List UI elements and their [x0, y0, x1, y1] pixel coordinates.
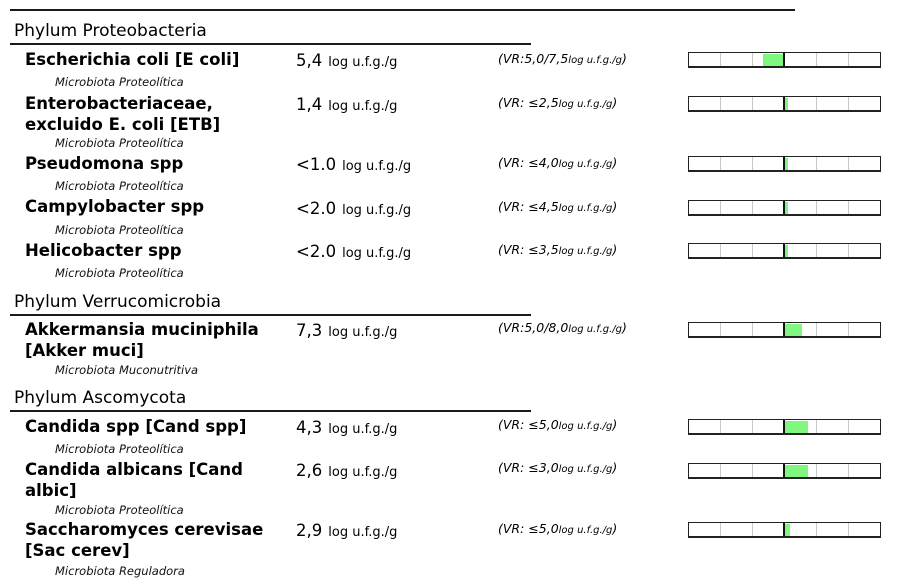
organism-category: Microbiota Reguladora	[55, 564, 185, 578]
phylum-heading-verrucomicrobia: Phylum Verrucomicrobia	[14, 292, 222, 312]
level-bar	[688, 52, 881, 68]
organism-value: 2,6 log u.f.g./g	[296, 461, 398, 480]
organism-category: Microbiota Proteolítica	[55, 75, 184, 89]
reference-range: (VR: ≤4,0log u.f.g./g)	[498, 155, 618, 170]
organism-name: Escherichia coli [E coli]	[25, 50, 240, 69]
organism-category: Microbiota Proteolítica	[55, 266, 184, 280]
organism-value: <2.0 log u.f.g./g	[296, 242, 412, 261]
reference-range: (VR: ≤5,0log u.f.g./g)	[498, 521, 618, 536]
organism-name: Candida albicans [Cand albic]	[25, 460, 243, 500]
organism-value: 7,3 log u.f.g./g	[296, 321, 398, 340]
organism-category: Microbiota Proteolítica	[55, 223, 184, 237]
level-bar	[688, 322, 881, 338]
phylum-heading-ascomycota: Phylum Ascomycota	[14, 388, 187, 408]
organism-category: Microbiota Proteolítica	[55, 179, 184, 193]
reference-range: (VR:5,0/8,0log u.f.g./g)	[498, 320, 627, 335]
reference-range: (VR: ≤5,0log u.f.g./g)	[498, 417, 618, 432]
reference-range: (VR: ≤3,5log u.f.g./g)	[498, 242, 618, 257]
organism-category: Microbiota Proteolítica	[55, 503, 184, 517]
reference-range: (VR: ≤4,5log u.f.g./g)	[498, 199, 618, 214]
phylum-divider	[10, 410, 531, 412]
organism-value: <2.0 log u.f.g./g	[296, 199, 412, 218]
organism-value: 1,4 log u.f.g./g	[296, 95, 398, 114]
organism-name: Saccharomyces cerevisae [Sac cerev]	[25, 520, 264, 560]
phylum-heading-proteobacteria: Phylum Proteobacteria	[14, 21, 207, 41]
reference-range: (VR:5,0/7,5log u.f.g./g)	[498, 51, 627, 66]
level-bar	[688, 200, 881, 216]
phylum-divider	[10, 314, 531, 316]
organism-value: 2,9 log u.f.g./g	[296, 521, 398, 540]
organism-category: Microbiota Muconutritiva	[55, 363, 199, 377]
organism-category: Microbiota Proteolítica	[55, 442, 184, 456]
top-divider	[10, 9, 795, 11]
organism-name: Helicobacter spp	[25, 241, 182, 260]
level-bar	[688, 156, 881, 172]
reference-range: (VR: ≤2,5log u.f.g./g)	[498, 95, 618, 110]
organism-name: Campylobacter spp	[25, 197, 205, 216]
organism-value: 4,3 log u.f.g./g	[296, 418, 398, 437]
organism-value: 5,4 log u.f.g./g	[296, 51, 398, 70]
level-bar	[688, 463, 881, 479]
level-bar	[688, 243, 881, 259]
level-bar	[688, 522, 881, 538]
level-bar	[688, 96, 881, 112]
reference-range: (VR: ≤3,0log u.f.g./g)	[498, 460, 618, 475]
organism-value: <1.0 log u.f.g./g	[296, 155, 412, 174]
organism-name: Candida spp [Cand spp]	[25, 417, 247, 436]
organism-name: Enterobacteriaceae, excluido E. coli [ETB]	[25, 94, 221, 134]
organism-category: Microbiota Proteolítica	[55, 136, 184, 150]
organism-name: Pseudomona spp	[25, 154, 184, 173]
phylum-divider	[10, 43, 531, 45]
level-bar	[688, 419, 881, 435]
organism-name: Akkermansia muciniphila [Akker muci]	[25, 320, 259, 360]
